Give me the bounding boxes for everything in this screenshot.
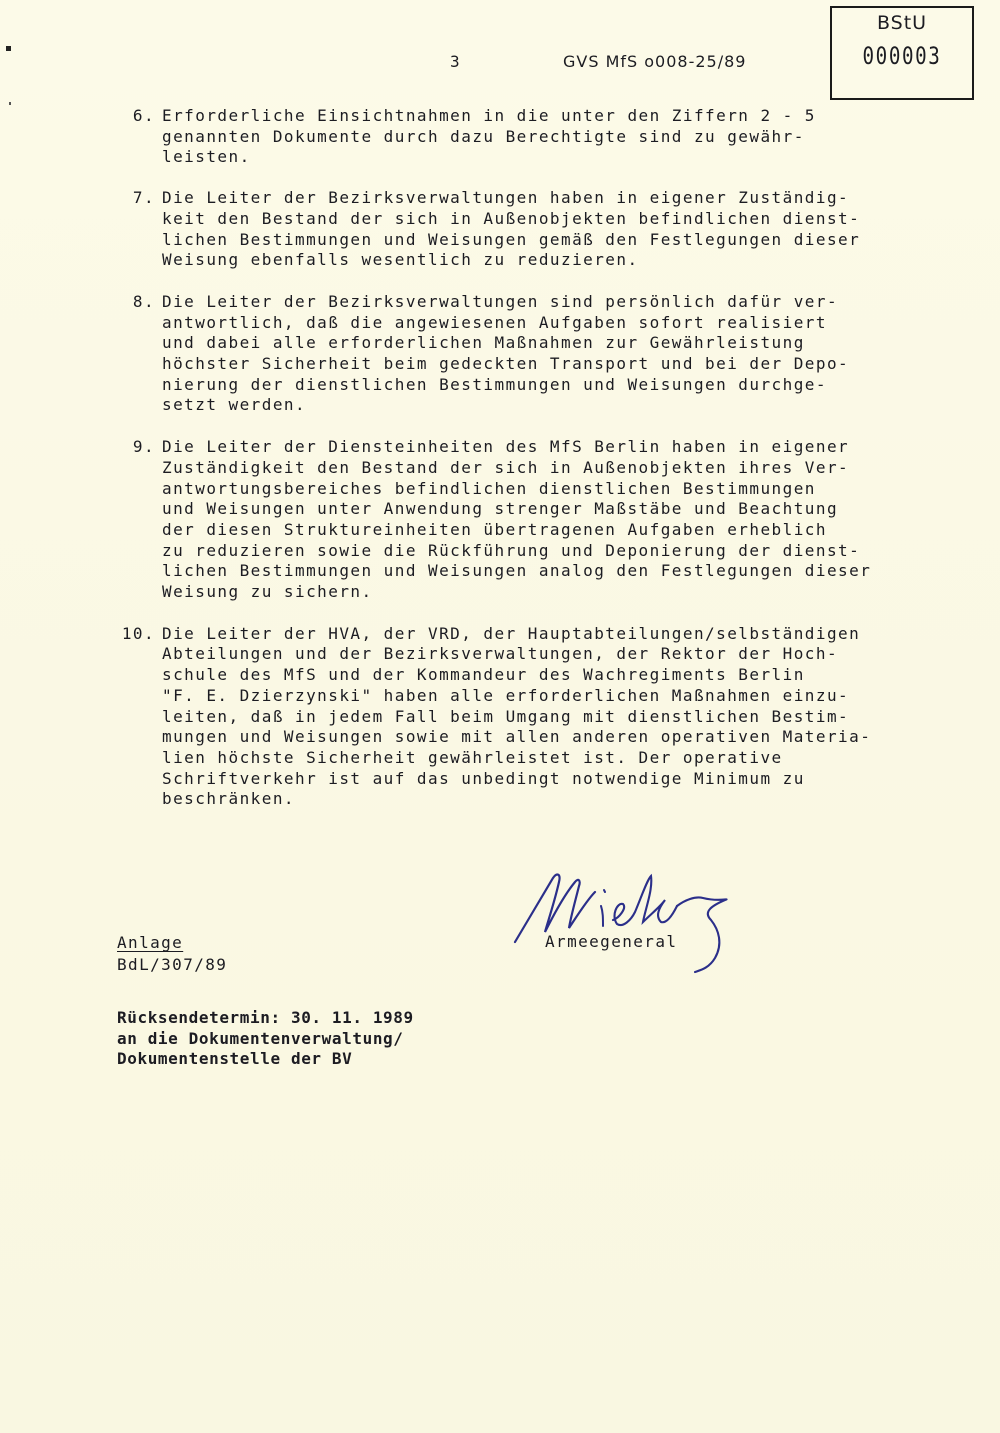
paragraph-text: Die Leiter der Bezirksverwaltungen sind persönlich dafür ver- antwortlich, daß die angewiesenen Aufgaben sofort realisiert und dabei alle erforderlichen Maßnahmen zur Gewährleistung höchster Sicherheit beim gedeckten Transport und bei der Depo- nierung der dienstlichen Bestimmungen und Weisungen durchge- setzt werden. (162, 291, 850, 415)
signatory-rank: Armeegeneral (545, 932, 678, 951)
paragraph-number: 7. (132, 188, 155, 208)
paragraph-9 (115, 437, 975, 603)
paragraph-number: 10. (121, 623, 155, 643)
handwritten-signature (505, 860, 745, 980)
signature-stroke (677, 897, 727, 972)
punch-mark (6, 46, 11, 51)
numbered-paragraphs (115, 106, 975, 810)
page-number: 3 (450, 52, 461, 71)
paragraph-number: 6. (132, 106, 155, 125)
attachment-label: Anlage (117, 933, 184, 952)
paragraph-text: Die Leiter der Bezirksverwaltungen haben in eigener Zuständig- keit den Bestand der sich in Außenobjekten befindlichen dienst- lichen Bestimmungen und Weisungen gemäß den Festlegungen dieser Weisung ebenfalls wesentlich zu reduzieren. (162, 188, 861, 270)
attachment-note (117, 933, 227, 975)
paragraph-text: Die Leiter der HVA, der VRD, der Hauptabteilungen/selbständigen Abteilungen und der Bezirksverwaltungen, der Rektor der Hoch- schule des MfS und der Kommandeur des Wachregiments Berlin "F. E. Dzierzynski" haben alle erforderlichen Maßnahmen einzu- leiten, daß in jedem Fall beim Umgang mit dienstlichen Bestim- mungen und Weisungen sowie mit allen anderen operativen Materia- lien höchste Sicherheit gewährleistet ist. Der operative Schriftverkehr ist auf das unbedingt notwendige Minimum zu beschränken. (162, 623, 872, 809)
paragraph-8 (115, 292, 975, 416)
archive-stamp (830, 6, 974, 100)
return-note: Rücksendetermin: 30. 11. 1989 an die Dokumentenverwaltung/ Dokumentenstelle der BV (117, 1008, 414, 1069)
paragraph-10 (115, 624, 975, 810)
signature-stroke (601, 890, 605, 926)
stamp-label: BStU (876, 12, 928, 34)
paragraph-number: 9. (132, 437, 155, 457)
paragraph-6 (115, 106, 975, 168)
paragraph-text: Die Leiter der Diensteinheiten des MfS Berlin haben in eigener Zuständigkeit den Bestand der sich in Außenobjekten ihres Ver- antwortungsbereiches befindlichen dienstlichen Bestimmungen und Weisungen unter Anwendung strenger Maßstäbe und Beachtung der diesen Struktureinheiten übertragenen Aufgaben erheblich zu reduzieren sowie die Rückführung und Deponierung der dienst- lichen Bestimmungen und Weisungen analog den Festlegungen dieser Weisung zu sichern. (162, 437, 872, 602)
paragraph-text: Erforderliche Einsichtnahmen in die unter den Ziffern 2 - 5 genannten Dokumente durch dazu Berechtigte sind zu gewähr- leisten. (162, 106, 816, 167)
attachment-reference: BdL/307/89 (117, 954, 228, 974)
paragraph-number: 8. (132, 291, 155, 311)
signature-stroke (613, 876, 677, 925)
document-reference: GVS MfS o008-25/89 (563, 52, 747, 71)
paragraph-7 (115, 188, 975, 271)
stamp-number: 000003 (862, 42, 942, 70)
punch-mark-small (9, 102, 11, 105)
